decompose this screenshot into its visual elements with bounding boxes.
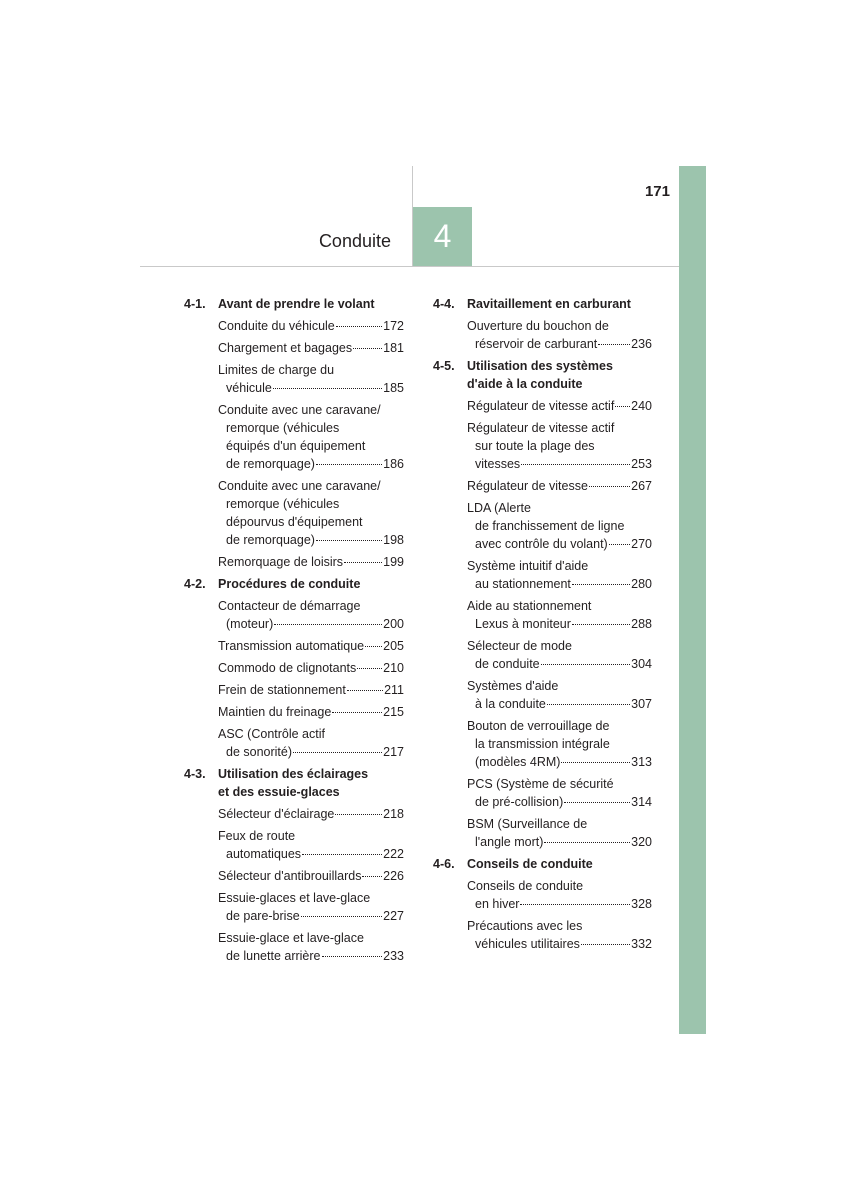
entry-title: automatiques — [226, 847, 302, 861]
dot-leader — [316, 540, 382, 541]
entry-page-number: 227 — [383, 909, 404, 923]
toc-right-column — [433, 295, 652, 957]
entry-last-line — [467, 695, 652, 713]
entry-title: de sonorité) — [226, 745, 293, 759]
entry-title: véhicule — [226, 381, 272, 395]
entry-last-line — [467, 753, 652, 771]
toc-entry[interactable] — [218, 361, 404, 397]
entry-last-line — [467, 615, 652, 633]
section-number: 4-3. — [184, 767, 206, 781]
entry-text-line: sur toute la plage des — [475, 439, 595, 453]
entry-title: en hiver — [475, 897, 520, 911]
entry-text-line: remorque (véhicules — [226, 421, 340, 435]
dot-leader — [302, 854, 382, 855]
toc-entry[interactable] — [467, 877, 652, 913]
entry-page-number: 218 — [383, 807, 404, 821]
section-entries — [184, 597, 404, 761]
entry-last-line — [218, 743, 404, 761]
entry-last-line — [467, 455, 652, 473]
entry-last-line — [467, 477, 652, 495]
section-title-line: Conseils de conduite — [467, 857, 593, 871]
entry-page-number: 288 — [631, 617, 652, 631]
entry-page-number: 307 — [631, 697, 652, 711]
section-title-line: et des essuie-glaces — [218, 785, 340, 799]
dot-leader — [335, 814, 382, 815]
entry-page-number: 185 — [383, 381, 404, 395]
dot-leader — [547, 704, 630, 705]
entry-text-line: ASC (Contrôle actif — [218, 727, 325, 741]
entry-text-line: LDA (Alerte — [467, 501, 531, 515]
entry-title: Frein de stationnement — [218, 683, 346, 697]
entry-page-number: 313 — [631, 755, 652, 769]
section-heading — [433, 295, 652, 313]
entry-text-line: la transmission intégrale — [475, 737, 610, 751]
section-entries — [433, 877, 652, 953]
entry-last-line — [218, 531, 404, 549]
toc-entry[interactable] — [218, 659, 404, 677]
entry-page-number: 320 — [631, 835, 652, 849]
dot-leader — [564, 802, 630, 803]
entry-page-number: 328 — [631, 897, 652, 911]
entry-last-line — [218, 703, 404, 721]
dot-leader — [561, 762, 630, 763]
section-number: 4-6. — [433, 857, 455, 871]
entry-title: (moteur) — [226, 617, 274, 631]
entry-last-line — [218, 317, 404, 335]
dot-leader — [581, 944, 630, 945]
dot-leader — [598, 344, 630, 345]
entry-last-line — [218, 947, 404, 965]
toc-section — [184, 575, 404, 761]
dot-leader — [520, 904, 630, 905]
entry-title: (modèles 4RM) — [475, 755, 561, 769]
toc-entry[interactable] — [218, 553, 404, 571]
entry-last-line — [467, 793, 652, 811]
entry-title: de pré-collision) — [475, 795, 564, 809]
entry-last-line — [218, 615, 404, 633]
entry-page-number: 198 — [383, 533, 404, 547]
entry-text-line: Essuie-glaces et lave-glace — [218, 891, 371, 905]
section-title-line: d'aide à la conduite — [467, 377, 583, 391]
entry-last-line — [218, 907, 404, 925]
entry-page-number: 280 — [631, 577, 652, 591]
entry-last-line — [218, 659, 404, 677]
dot-leader — [362, 876, 382, 877]
toc-section — [433, 855, 652, 953]
entry-page-number: 253 — [631, 457, 652, 471]
toc-entry[interactable] — [467, 597, 652, 633]
toc-entry[interactable] — [467, 815, 652, 851]
entry-title: Transmission automatique — [218, 639, 365, 653]
entry-last-line — [467, 335, 652, 353]
entry-title: Remorquage de loisirs — [218, 555, 344, 569]
entry-title: de remorquage) — [226, 533, 315, 547]
entry-page-number: 270 — [631, 537, 652, 551]
section-number: 4-4. — [433, 297, 455, 311]
toc-entry[interactable] — [467, 717, 652, 771]
entry-page-number: 240 — [631, 399, 652, 413]
section-title-line: Utilisation des éclairages — [218, 767, 369, 781]
entry-text-line: Feux de route — [218, 829, 296, 843]
entry-text-line: de franchissement de ligne — [475, 519, 625, 533]
dot-leader — [572, 584, 630, 585]
toc-entry[interactable] — [218, 889, 404, 925]
entry-last-line — [218, 681, 404, 699]
section-title-line: Avant de prendre le volant — [218, 297, 375, 311]
entry-page-number: 172 — [383, 319, 404, 333]
section-heading — [433, 357, 652, 393]
entry-text-line: Précautions avec les — [467, 919, 583, 933]
section-number: 4-2. — [184, 577, 206, 591]
toc-section — [184, 295, 404, 571]
toc-entry[interactable] — [218, 827, 404, 863]
dot-leader — [589, 486, 630, 487]
entry-page-number: 205 — [383, 639, 404, 653]
entry-last-line — [467, 575, 652, 593]
dot-leader — [347, 690, 383, 691]
entry-text-line: Conduite avec une caravane/ — [218, 403, 381, 417]
entry-text-line: Aide au stationnement — [467, 599, 592, 613]
section-title-line: Procédures de conduite — [218, 577, 361, 591]
entry-last-line — [467, 535, 652, 553]
entry-page-number: 332 — [631, 937, 652, 951]
dot-leader — [336, 326, 382, 327]
entry-page-number: 304 — [631, 657, 652, 671]
toc-entry[interactable] — [218, 339, 404, 357]
chapter-side-tab — [679, 166, 706, 1034]
entry-last-line — [218, 845, 404, 863]
entry-page-number: 211 — [384, 683, 404, 697]
toc-entry[interactable] — [218, 477, 404, 549]
dot-leader — [544, 842, 630, 843]
toc-section — [433, 295, 652, 353]
entry-last-line — [218, 805, 404, 823]
entry-last-line — [218, 455, 404, 473]
section-entries — [433, 397, 652, 851]
entry-last-line — [467, 655, 652, 673]
entry-text-line: Système intuitif d'aide — [467, 559, 589, 573]
entry-page-number: 314 — [631, 795, 652, 809]
entry-text-line: Sélecteur de mode — [467, 639, 572, 653]
toc-entry[interactable] — [218, 867, 404, 885]
entry-title: Sélecteur d'antibrouillards — [218, 869, 362, 883]
entry-page-number: 222 — [383, 847, 404, 861]
toc-entry[interactable] — [467, 637, 652, 673]
entry-title: de lunette arrière — [226, 949, 321, 963]
entry-last-line — [218, 339, 404, 357]
toc-entry[interactable] — [467, 557, 652, 593]
toc-entry[interactable] — [467, 477, 652, 495]
section-heading — [184, 575, 404, 593]
section-entries — [184, 317, 404, 571]
entry-last-line — [218, 867, 404, 885]
dot-leader — [541, 664, 631, 665]
entry-last-line — [218, 637, 404, 655]
entry-last-line — [218, 379, 404, 397]
entry-title: Conduite du véhicule — [218, 319, 335, 333]
entry-text-line: BSM (Surveillance de — [467, 817, 588, 831]
dot-leader — [615, 406, 630, 407]
toc-entry[interactable] — [467, 499, 652, 553]
entry-title: au stationnement — [475, 577, 571, 591]
dot-leader — [365, 646, 382, 647]
entry-page-number: 181 — [383, 341, 404, 355]
toc-entry[interactable] — [467, 775, 652, 811]
toc-entry[interactable] — [218, 725, 404, 761]
dot-leader — [572, 624, 630, 625]
toc-entry[interactable] — [218, 703, 404, 721]
entry-last-line — [218, 553, 404, 571]
entry-page-number: 210 — [383, 661, 404, 675]
entry-page-number: 215 — [383, 705, 404, 719]
entry-text-line: Systèmes d'aide — [467, 679, 559, 693]
section-title-line: Ravitaillement en carburant — [467, 297, 631, 311]
toc-entry[interactable] — [218, 929, 404, 965]
entry-page-number: 217 — [383, 745, 404, 759]
section-number: 4-1. — [184, 297, 206, 311]
entry-last-line — [467, 397, 652, 415]
toc-entry[interactable] — [467, 677, 652, 713]
section-heading — [184, 295, 404, 313]
entry-text-line: Bouton de verrouillage de — [467, 719, 610, 733]
entry-title: de conduite — [475, 657, 540, 671]
entry-last-line — [467, 833, 652, 851]
entry-title: réservoir de carburant — [475, 337, 598, 351]
dot-leader — [332, 712, 382, 713]
entry-title: de remorquage) — [226, 457, 315, 471]
section-title-line: Utilisation des systèmes — [467, 359, 613, 373]
entry-text-line: Limites de charge du — [218, 363, 335, 377]
chapter-number: 4 — [433, 218, 452, 254]
toc-entry[interactable] — [467, 419, 652, 473]
toc-entry[interactable] — [218, 805, 404, 823]
toc-entry[interactable] — [218, 401, 404, 473]
section-entries — [433, 317, 652, 353]
entry-title: de pare-brise — [226, 909, 300, 923]
dot-leader — [322, 956, 383, 957]
section-number: 4-5. — [433, 359, 455, 373]
dot-leader — [344, 562, 382, 563]
entry-text-line: PCS (Système de sécurité — [467, 777, 614, 791]
toc-entry[interactable] — [467, 317, 652, 353]
entry-title: Maintien du freinage — [218, 705, 332, 719]
entry-title: Régulateur de vitesse actif — [467, 399, 615, 413]
dot-leader — [316, 464, 382, 465]
toc-section — [184, 765, 404, 965]
section-entries — [184, 805, 404, 965]
entry-page-number: 267 — [631, 479, 652, 493]
chapter-number-box — [413, 207, 472, 266]
entry-page-number: 186 — [383, 457, 404, 471]
entry-text-line: Ouverture du bouchon de — [467, 319, 609, 333]
entry-page-number: 200 — [383, 617, 404, 631]
toc-entry[interactable] — [467, 917, 652, 953]
entry-title: avec contrôle du volant) — [475, 537, 608, 551]
entry-text-line: équipés d'un équipement — [226, 439, 366, 453]
entry-text-line: Régulateur de vitesse actif — [467, 421, 615, 435]
dot-leader — [353, 348, 382, 349]
entry-title: Commodo de clignotants — [218, 661, 357, 675]
section-heading — [184, 765, 404, 801]
dot-leader — [301, 916, 382, 917]
toc-entry[interactable] — [218, 597, 404, 633]
entry-title: Régulateur de vitesse — [467, 479, 588, 493]
entry-last-line — [467, 895, 652, 913]
entry-page-number: 226 — [383, 869, 404, 883]
chapter-title: Conduite — [318, 231, 391, 251]
entry-page-number: 233 — [383, 949, 404, 963]
entry-last-line — [467, 935, 652, 953]
entry-title: véhicules utilitaires — [475, 937, 580, 951]
dot-leader — [357, 668, 382, 669]
entry-page-number: 199 — [383, 555, 404, 569]
entry-title: Chargement et bagages — [218, 341, 353, 355]
toc-entry[interactable] — [218, 681, 404, 699]
entry-text-line: Conseils de conduite — [467, 879, 584, 893]
dot-leader — [521, 464, 630, 465]
entry-page-number: 236 — [631, 337, 652, 351]
toc-entry[interactable] — [218, 637, 404, 655]
dot-leader — [293, 752, 382, 753]
toc-section — [433, 357, 652, 851]
entry-title: Lexus à moniteur — [475, 617, 571, 631]
toc-entry[interactable] — [218, 317, 404, 335]
page-number: 171 — [644, 183, 670, 200]
entry-text-line: dépourvus d'équipement — [226, 515, 363, 529]
header-horizontal-rule — [140, 266, 679, 267]
entry-title: vitesses — [475, 457, 521, 471]
dot-leader — [609, 544, 630, 545]
entry-text-line: Contacteur de démarrage — [218, 599, 361, 613]
dot-leader — [274, 624, 382, 625]
entry-text-line: Conduite avec une caravane/ — [218, 479, 381, 493]
section-heading — [433, 855, 652, 873]
entry-title: Sélecteur d'éclairage — [218, 807, 335, 821]
entry-title: à la conduite — [475, 697, 546, 711]
entry-title: l'angle mort) — [475, 835, 544, 849]
toc-entry[interactable] — [467, 397, 652, 415]
entry-text-line: remorque (véhicules — [226, 497, 340, 511]
entry-text-line: Essuie-glace et lave-glace — [218, 931, 364, 945]
toc-left-column — [184, 295, 404, 969]
dot-leader — [273, 388, 382, 389]
